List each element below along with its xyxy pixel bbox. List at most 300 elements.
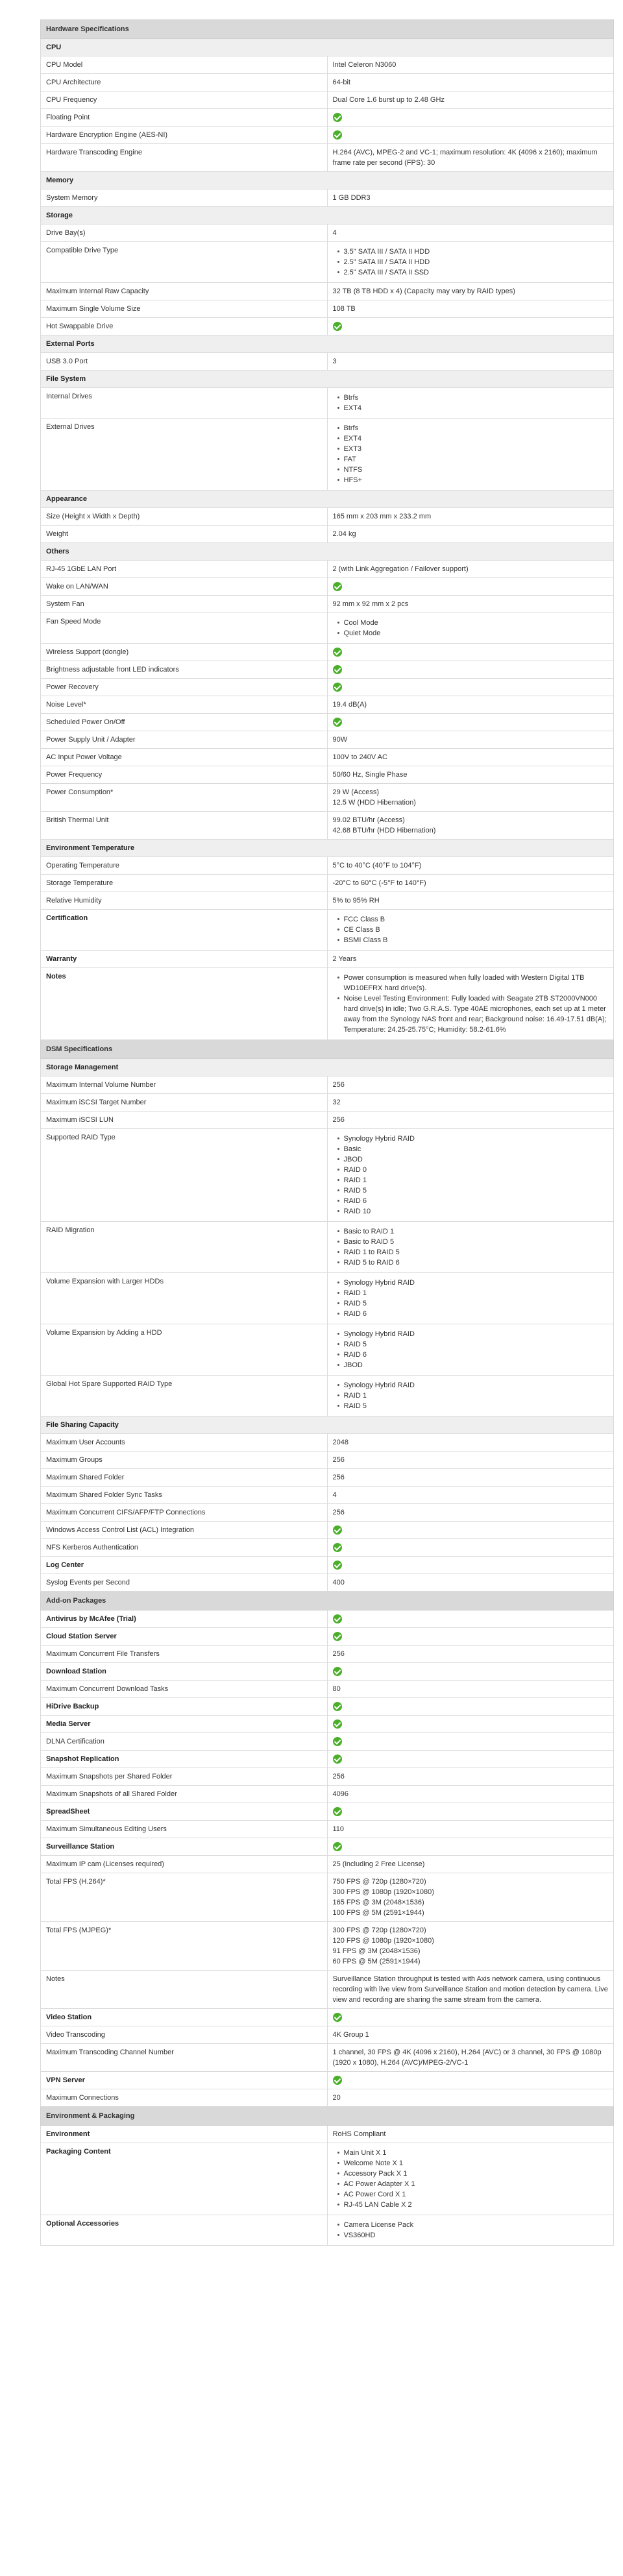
group-title: Storage <box>41 207 614 225</box>
spec-row <box>41 1786 614 1803</box>
spec-label: Antivirus by McAfee (Trial) <box>41 1610 328 1628</box>
spec-row <box>41 56 614 74</box>
spec-value <box>327 2072 614 2089</box>
spec-row <box>41 1522 614 1539</box>
spec-value: 19.4 dB(A) <box>327 696 614 714</box>
value-list-item: JBOD <box>344 1154 609 1165</box>
spec-label: Syslog Events per Second <box>41 1574 328 1592</box>
spec-label: USB 3.0 Port <box>41 353 328 371</box>
spec-label: CPU Architecture <box>41 74 328 91</box>
spec-label: Wake on LAN/WAN <box>41 578 328 596</box>
spec-value: 5% to 95% RH <box>327 892 614 910</box>
spec-label: Drive Bay(s) <box>41 225 328 242</box>
spec-value: 2 (with Link Aggregation / Failover support) <box>327 561 614 578</box>
value-list-item: RAID 1 <box>344 1391 609 1401</box>
value-list-item: RAID 5 <box>344 1185 609 1196</box>
spec-row <box>41 561 614 578</box>
spec-label: Log Center <box>41 1557 328 1574</box>
check-icon <box>333 130 342 140</box>
spec-value <box>327 1751 614 1768</box>
spec-value <box>327 1733 614 1751</box>
value-list-item: Btrfs <box>344 393 609 403</box>
value-list-item: 2.5" SATA III / SATA II SSD <box>344 267 609 278</box>
spec-label: Packaging Content <box>41 2143 328 2215</box>
value-list <box>333 2148 609 2210</box>
value-list <box>333 1329 609 1370</box>
spec-value: 1 GB DDR3 <box>327 189 614 207</box>
value-list-item: Synology Hybrid RAID <box>344 1380 609 1391</box>
spec-page <box>40 19 614 2246</box>
value-list-item: Basic to RAID 1 <box>344 1226 609 1237</box>
spec-value <box>327 1663 614 1681</box>
spec-row <box>41 189 614 207</box>
spec-row <box>41 857 614 875</box>
spec-row <box>41 419 614 491</box>
spec-label: Internal Drives <box>41 388 328 419</box>
spec-label: Operating Temperature <box>41 857 328 875</box>
spec-row <box>41 2026 614 2044</box>
section-title: Hardware Specifications <box>41 20 614 39</box>
group-title: Memory <box>41 172 614 189</box>
spec-table <box>40 19 614 2246</box>
check-icon <box>333 1632 342 1641</box>
spec-value: 64-bit <box>327 74 614 91</box>
spec-value: 256 <box>327 1112 614 1129</box>
spec-label: Size (Height x Width x Depth) <box>41 508 328 526</box>
value-list-item: RAID 5 <box>344 1298 609 1309</box>
value-list <box>333 1380 609 1411</box>
spec-value: 50/60 Hz, Single Phase <box>327 766 614 784</box>
value-list-item: RAID 5 to RAID 6 <box>344 1258 609 1268</box>
spec-label: Global Hot Spare Supported RAID Type <box>41 1376 328 1416</box>
spec-value: 4 <box>327 1487 614 1504</box>
group-title: CPU <box>41 39 614 56</box>
value-list-item: RAID 10 <box>344 1206 609 1217</box>
spec-label: Noise Level* <box>41 696 328 714</box>
check-icon <box>333 2013 342 2022</box>
value-list-item: AC Power Cord X 1 <box>344 2189 609 2200</box>
spec-value: 32 <box>327 1094 614 1112</box>
value-list-item: HFS+ <box>344 475 609 485</box>
spec-row <box>41 318 614 335</box>
group-header-row <box>41 39 614 56</box>
spec-value <box>327 242 614 283</box>
spec-value: 256 <box>327 1469 614 1487</box>
group-header-row <box>41 172 614 189</box>
check-icon <box>333 322 342 331</box>
value-line: 300 FPS @ 1080p (1920×1080) <box>332 1888 434 1896</box>
spec-value <box>327 1628 614 1646</box>
value-line: 60 FPS @ 5M (2591×1944) <box>332 1958 421 1965</box>
spec-value <box>327 388 614 419</box>
spec-label: HiDrive Backup <box>41 1698 328 1716</box>
spec-value: 110 <box>327 1821 614 1838</box>
section-header-row <box>41 20 614 39</box>
group-header-row <box>41 1416 614 1434</box>
group-value-row <box>41 1628 614 1646</box>
spec-label: RAID Migration <box>41 1222 328 1273</box>
value-list-item: 3.5" SATA III / SATA II HDD <box>344 247 609 257</box>
check-icon <box>333 113 342 122</box>
spec-value: 90W <box>327 731 614 749</box>
spec-row <box>41 1821 614 1838</box>
check-icon <box>333 718 342 727</box>
spec-row <box>41 283 614 300</box>
value-list-item: Noise Level Testing Environment: Fully loaded with Seagate 2TB ST2000VN000 hard drive(s) in idle; Two G.R.A.S. Type 40AE microphones, each set up at 1 meter away from the Synology NAS front and rear; Background noise: 16.49-17.51 dB(A); Temperature: 24.25-25.75°C; Humidity: 58.2-61.6% <box>344 993 609 1035</box>
spec-label: Maximum Internal Volume Number <box>41 1076 328 1094</box>
spec-value <box>327 318 614 335</box>
group-value-row <box>41 2143 614 2215</box>
spec-row <box>41 353 614 371</box>
spec-value: 20 <box>327 2089 614 2107</box>
group-title: External Ports <box>41 335 614 353</box>
spec-value: 92 mm x 92 mm x 2 pcs <box>327 596 614 613</box>
section-title: Environment & Packaging <box>41 2107 614 2126</box>
spec-label: Maximum Transcoding Channel Number <box>41 2044 328 2072</box>
spec-label: Storage Temperature <box>41 875 328 892</box>
spec-label: Cloud Station Server <box>41 1628 328 1646</box>
spec-row <box>41 388 614 419</box>
spec-value: RoHS Compliant <box>327 2126 614 2143</box>
spec-row <box>41 1873 614 1922</box>
spec-row <box>41 1434 614 1452</box>
spec-row <box>41 714 614 731</box>
spec-label: System Fan <box>41 596 328 613</box>
spec-value <box>327 1803 614 1821</box>
spec-value <box>327 644 614 661</box>
spec-label: CPU Frequency <box>41 91 328 109</box>
spec-row <box>41 2044 614 2072</box>
spec-row <box>41 526 614 543</box>
spec-row <box>41 892 614 910</box>
group-header-row <box>41 1059 614 1076</box>
spec-value <box>327 784 614 812</box>
spec-value: Intel Celeron N3060 <box>327 56 614 74</box>
spec-value <box>327 1698 614 1716</box>
group-title: Environment Temperature <box>41 840 614 857</box>
spec-label: Floating Point <box>41 109 328 127</box>
check-icon <box>333 1755 342 1764</box>
group-value-row <box>41 2215 614 2246</box>
group-value-row <box>41 1663 614 1681</box>
spec-label: Surveillance Station <box>41 1838 328 1856</box>
spec-row <box>41 242 614 283</box>
spec-value <box>327 613 614 644</box>
section-header-row <box>41 2107 614 2126</box>
spec-value <box>327 1222 614 1273</box>
spec-value <box>327 2143 614 2215</box>
spec-label: Brightness adjustable front LED indicators <box>41 661 328 679</box>
spec-row <box>41 1856 614 1873</box>
group-value-row <box>41 1838 614 1856</box>
value-list-item: VS360HD <box>344 2230 609 2241</box>
spec-label: Total FPS (MJPEG)* <box>41 1922 328 1971</box>
spec-value: 165 mm x 203 mm x 233.2 mm <box>327 508 614 526</box>
spec-row <box>41 613 614 644</box>
value-list <box>333 618 609 638</box>
spec-value: 4 <box>327 225 614 242</box>
spec-row <box>41 144 614 172</box>
group-header-row <box>41 543 614 561</box>
spec-value: 108 TB <box>327 300 614 318</box>
spec-value: Dual Core 1.6 burst up to 2.48 GHz <box>327 91 614 109</box>
spec-value: 2048 <box>327 1434 614 1452</box>
group-header-row <box>41 335 614 353</box>
value-list-item: FCC Class B <box>344 914 609 925</box>
value-list-item: Synology Hybrid RAID <box>344 1329 609 1339</box>
spec-value <box>327 419 614 491</box>
spec-label: Weight <box>41 526 328 543</box>
spec-label: Notes <box>41 968 328 1040</box>
spec-value <box>327 679 614 696</box>
spec-label: Compatible Drive Type <box>41 242 328 283</box>
spec-row <box>41 731 614 749</box>
spec-label: Maximum Concurrent File Transfers <box>41 1646 328 1663</box>
spec-row <box>41 696 614 714</box>
group-header-row <box>41 207 614 225</box>
value-line: 750 FPS @ 720p (1280×720) <box>332 1878 426 1886</box>
spec-row <box>41 679 614 696</box>
spec-label: Power Recovery <box>41 679 328 696</box>
spec-value <box>327 1273 614 1324</box>
group-value-row <box>41 2126 614 2143</box>
spec-label: Volume Expansion by Adding a HDD <box>41 1324 328 1376</box>
spec-label: DLNA Certification <box>41 1733 328 1751</box>
spec-value <box>327 1873 614 1922</box>
spec-label: External Drives <box>41 419 328 491</box>
check-icon <box>333 2076 342 2085</box>
value-line: 165 FPS @ 3M (2048×1536) <box>332 1899 424 1906</box>
spec-label: Maximum Internal Raw Capacity <box>41 283 328 300</box>
spec-row <box>41 578 614 596</box>
group-title: Others <box>41 543 614 561</box>
spec-value <box>327 812 614 840</box>
check-icon <box>333 1807 342 1816</box>
value-list <box>333 1278 609 1319</box>
spec-value <box>327 661 614 679</box>
spec-row <box>41 812 614 840</box>
check-icon <box>333 1543 342 1552</box>
spec-value: 80 <box>327 1681 614 1698</box>
spec-row <box>41 1376 614 1416</box>
check-icon <box>333 1702 342 1711</box>
value-list-item: RAID 0 <box>344 1165 609 1175</box>
value-list-item: RAID 6 <box>344 1309 609 1319</box>
value-list-item: 2.5" SATA III / SATA II HDD <box>344 257 609 267</box>
spec-row <box>41 1504 614 1522</box>
spec-value: 5°C to 40°C (40°F to 104°F) <box>327 857 614 875</box>
spec-label: Maximum Snapshots of all Shared Folder <box>41 1786 328 1803</box>
spec-value: Surveillance Station throughput is tested with Axis network camera, using continuous recording with live view from Surveillance Station and motion detection by camera. Live view and recording are sharing the same stream from the camera. <box>327 1971 614 2009</box>
spec-row <box>41 749 614 766</box>
value-list-item: RAID 1 to RAID 5 <box>344 1247 609 1258</box>
value-line: 42.68 BTU/hr (HDD Hibernation) <box>332 827 436 834</box>
value-list-item: JBOD <box>344 1360 609 1370</box>
value-list <box>333 2220 609 2241</box>
spec-row <box>41 1452 614 1469</box>
spec-value <box>327 1716 614 1733</box>
spec-row <box>41 1733 614 1751</box>
value-line: 99.02 BTU/hr (Access) <box>332 816 405 824</box>
spec-value: 400 <box>327 1574 614 1592</box>
value-list <box>333 247 609 278</box>
value-list-item: Camera License Pack <box>344 2220 609 2230</box>
spec-label: Video Transcoding <box>41 2026 328 2044</box>
spec-value <box>327 1922 614 1971</box>
spec-label: Volume Expansion with Larger HDDs <box>41 1273 328 1324</box>
check-icon <box>333 1842 342 1851</box>
value-list-item: Cool Mode <box>344 618 609 628</box>
spec-value: 100V to 240V AC <box>327 749 614 766</box>
spec-label: Optional Accessories <box>41 2215 328 2246</box>
section-header-row <box>41 1040 614 1059</box>
spec-row <box>41 1574 614 1592</box>
spec-label: CPU Model <box>41 56 328 74</box>
spec-row <box>41 784 614 812</box>
spec-value <box>327 1376 614 1416</box>
spec-value <box>327 1522 614 1539</box>
spec-label: Hardware Encryption Engine (AES-NI) <box>41 127 328 144</box>
spec-value: 2.04 kg <box>327 526 614 543</box>
spec-label: Hardware Transcoding Engine <box>41 144 328 172</box>
spec-label: Media Server <box>41 1716 328 1733</box>
spec-label: Maximum User Accounts <box>41 1434 328 1452</box>
spec-label: Total FPS (H.264)* <box>41 1873 328 1922</box>
spec-row <box>41 74 614 91</box>
spec-value: 32 TB (8 TB HDD x 4) (Capacity may vary by RAID types) <box>327 283 614 300</box>
check-icon <box>333 1525 342 1535</box>
spec-row <box>41 1094 614 1112</box>
value-list-item: Synology Hybrid RAID <box>344 1278 609 1288</box>
value-line: 12.5 W (HDD Hibernation) <box>332 799 416 807</box>
spec-label: Notes <box>41 1971 328 2009</box>
value-list-item: CE Class B <box>344 925 609 935</box>
spec-row <box>41 1487 614 1504</box>
group-value-row <box>41 2072 614 2089</box>
spec-row <box>41 508 614 526</box>
spec-label: AC Input Power Voltage <box>41 749 328 766</box>
spec-row <box>41 1922 614 1971</box>
check-icon <box>333 582 342 591</box>
spec-table-body <box>41 20 614 2246</box>
spec-row <box>41 1646 614 1663</box>
spec-label: Maximum iSCSI Target Number <box>41 1094 328 1112</box>
spec-row <box>41 225 614 242</box>
spec-value <box>327 968 614 1040</box>
spec-row <box>41 1273 614 1324</box>
value-line: 29 W (Access) <box>332 788 380 796</box>
section-title: Add-on Packages <box>41 1592 614 1610</box>
spec-value <box>327 2009 614 2026</box>
spec-value <box>327 714 614 731</box>
spec-value <box>327 1557 614 1574</box>
check-icon <box>333 683 342 692</box>
value-list-item: EXT3 <box>344 444 609 454</box>
check-icon <box>333 1614 342 1623</box>
spec-row <box>41 1112 614 1129</box>
spec-value: 25 (including 2 Free License) <box>327 1856 614 1873</box>
value-list-item: Main Unit X 1 <box>344 2148 609 2158</box>
spec-value: 256 <box>327 1076 614 1094</box>
spec-label: Power Supply Unit / Adapter <box>41 731 328 749</box>
group-header-row <box>41 371 614 388</box>
spec-value: 2 Years <box>327 951 614 968</box>
spec-row <box>41 300 614 318</box>
spec-label: Maximum Concurrent CIFS/AFP/FTP Connections <box>41 1504 328 1522</box>
spec-label: Maximum Shared Folder Sync Tasks <box>41 1487 328 1504</box>
spec-label: Wireless Support (dongle) <box>41 644 328 661</box>
spec-label: Maximum iSCSI LUN <box>41 1112 328 1129</box>
spec-label: Environment <box>41 2126 328 2143</box>
spec-label: Scheduled Power On/Off <box>41 714 328 731</box>
spec-label: RJ-45 1GbE LAN Port <box>41 561 328 578</box>
section-header-row <box>41 1592 614 1610</box>
spec-row <box>41 1222 614 1273</box>
value-list <box>333 423 609 485</box>
spec-value <box>327 910 614 951</box>
spec-label: Maximum Single Volume Size <box>41 300 328 318</box>
spec-value <box>327 1838 614 1856</box>
value-list-item: EXT4 <box>344 433 609 444</box>
spec-label: Maximum Connections <box>41 2089 328 2107</box>
spec-label: Maximum Groups <box>41 1452 328 1469</box>
spec-value: 256 <box>327 1646 614 1663</box>
spec-row <box>41 661 614 679</box>
spec-value <box>327 1539 614 1557</box>
spec-label: Maximum Snapshots per Shared Folder <box>41 1768 328 1786</box>
spec-label: Maximum Concurrent Download Tasks <box>41 1681 328 1698</box>
spec-value: 3 <box>327 353 614 371</box>
spec-label: Warranty <box>41 951 328 968</box>
value-list-item: FAT <box>344 454 609 465</box>
spec-value <box>327 1324 614 1376</box>
group-title: Appearance <box>41 491 614 508</box>
spec-label: NFS Kerberos Authentication <box>41 1539 328 1557</box>
value-list-item: Welcome Note X 1 <box>344 2158 609 2169</box>
value-list <box>333 973 609 1035</box>
spec-label: Supported RAID Type <box>41 1129 328 1222</box>
spec-row <box>41 1324 614 1376</box>
group-title: Storage Management <box>41 1059 614 1076</box>
value-list-item: BSMI Class B <box>344 935 609 945</box>
spec-row <box>41 1768 614 1786</box>
spec-value <box>327 1129 614 1222</box>
value-list-item: RAID 1 <box>344 1175 609 1185</box>
group-title: File System <box>41 371 614 388</box>
value-list-item: Power consumption is measured when fully loaded with Western Digital 1TB WD10EFRX hard drive(s). <box>344 973 609 993</box>
group-header-row <box>41 491 614 508</box>
value-list-item: RAID 6 <box>344 1196 609 1206</box>
spec-value <box>327 1610 614 1628</box>
group-value-row <box>41 2009 614 2026</box>
section-title: DSM Specifications <box>41 1040 614 1059</box>
spec-label: Windows Access Control List (ACL) Integration <box>41 1522 328 1539</box>
check-icon <box>333 665 342 674</box>
value-list-item: Basic to RAID 5 <box>344 1237 609 1247</box>
spec-label: SpreadSheet <box>41 1803 328 1821</box>
check-icon <box>333 1561 342 1570</box>
value-list-item: EXT4 <box>344 403 609 413</box>
spec-value: 4K Group 1 <box>327 2026 614 2044</box>
spec-label: Fan Speed Mode <box>41 613 328 644</box>
value-list-item: Basic <box>344 1144 609 1154</box>
value-list <box>333 1134 609 1217</box>
group-title: File Sharing Capacity <box>41 1416 614 1434</box>
spec-label: Maximum Shared Folder <box>41 1469 328 1487</box>
value-line: 120 FPS @ 1080p (1920×1080) <box>332 1937 434 1945</box>
spec-label: System Memory <box>41 189 328 207</box>
spec-row <box>41 127 614 144</box>
